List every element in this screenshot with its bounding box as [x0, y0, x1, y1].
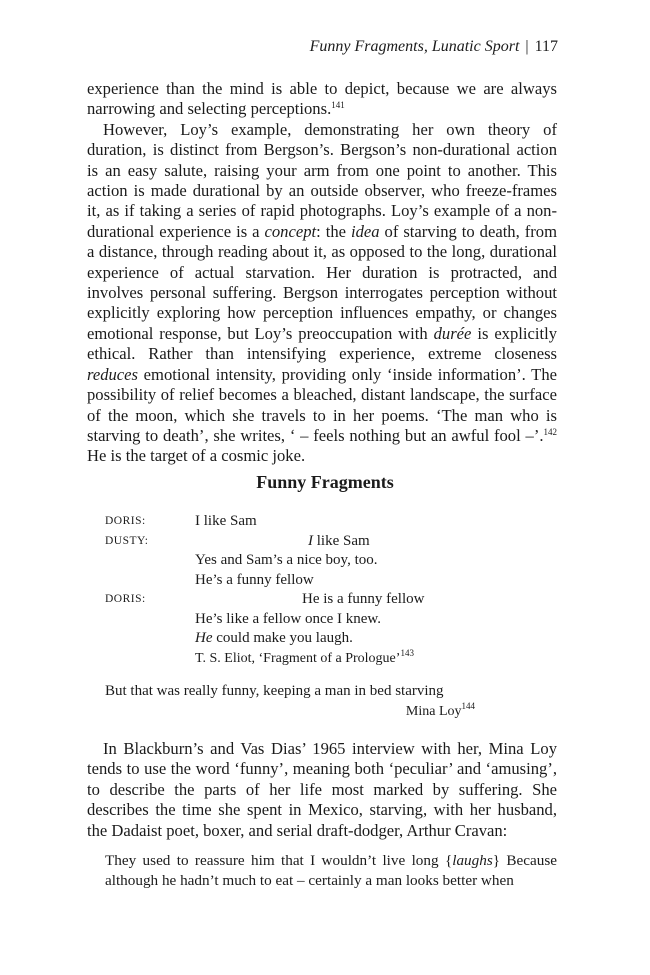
- interview-paragraph: [87, 739, 557, 841]
- opening-paragraphs: [87, 79, 557, 467]
- paragraph-bergson: [87, 120, 557, 467]
- dialogue-text: He is a funny fellow: [302, 591, 425, 607]
- dialogue-text-rest: like Sam: [313, 532, 370, 549]
- epigraph-line: [105, 610, 465, 630]
- speaker-label: [105, 571, 195, 591]
- paragraph-text: of starving to death, from a distance, through reading about it, as opposed to the long, durational experience of actual starvation. Her duration is protracted, and involves personal suffering. Bergson interrogates perception without explicitly exploring how perception influences empathy, or changes emotional response, but Loy’s preoccupation with: [87, 221, 557, 343]
- speaker-label: DORIS:: [105, 515, 146, 527]
- speaker-label: [105, 629, 195, 649]
- paragraph-interview: In Blackburn’s and Vas Dias’ 1965 interview with her, Mina Loy tends to use the word ‘funny’, meaning both ‘peculiar’ and ‘amusing’, to describe the parts of her life most marked by suffering. She describes the time she spent in Mexico, starving, with her husband, the Dadaist poet, boxer, and serial draft-dodger, Arthur Cravan:: [87, 739, 557, 840]
- paragraph-continued: [87, 79, 557, 120]
- footnote-ref-143: 143: [400, 647, 414, 658]
- epigraph-eliot: [105, 512, 465, 668]
- emphasis-i: I: [308, 532, 313, 549]
- running-head-separator: |: [525, 38, 529, 55]
- paragraph-text: is explicitly ethical. Rather than intensifying experience, extreme closeness: [87, 323, 557, 364]
- speaker-label: [105, 610, 195, 630]
- emphasis-concept: concept: [264, 221, 317, 241]
- paragraph-text: experience than the mind is able to depict, because we are always narrowing and selecting perceptions.: [87, 79, 557, 119]
- emphasis-reduces: reduces: [87, 364, 138, 384]
- speaker-label: [105, 551, 195, 571]
- dialogue-text: [195, 629, 465, 649]
- epigraph-line: [105, 551, 465, 571]
- quotation-part: They used to reassure him that I wouldn’t live long {: [105, 852, 453, 869]
- running-head-title: Funny Fragments, Lunatic Sport: [309, 38, 520, 55]
- dialogue-text: He’s like a fellow once I knew.: [195, 610, 382, 627]
- page-number: 117: [534, 38, 558, 55]
- dialogue-text: [195, 532, 465, 552]
- quotation-text: [105, 851, 557, 891]
- paragraph-text: He is the target of a cosmic joke.: [87, 446, 306, 466]
- dialogue-text: I like Sam: [195, 513, 257, 529]
- dialogue-text-rest: could make you laugh.: [212, 630, 353, 646]
- emphasis-laughs: laughs: [452, 852, 493, 869]
- emphasis-he: He: [195, 630, 213, 646]
- section-heading: Funny Fragments: [256, 472, 394, 492]
- epigraph-line: [105, 629, 465, 649]
- footnote-ref-144: 144: [461, 700, 475, 711]
- running-head: [310, 38, 558, 56]
- epigraph-line: [105, 532, 465, 552]
- epigraph-line: [105, 571, 465, 591]
- emphasis-duree: durée: [433, 323, 472, 343]
- epigraph-line: [105, 512, 465, 532]
- epigraph-line: But that was really funny, keeping a man in bed starving: [105, 683, 444, 699]
- epigraph-line: [105, 590, 465, 610]
- footnote-ref-141: 141: [331, 100, 345, 111]
- speaker-label: DUSTY:: [105, 534, 149, 547]
- paragraph-text: emotional intensity, providing only ‘inside information’. The possibility of relief becomes a bleached, distant landscape, the surface of the moon, which she travels to in her poems. ‘The man who is starving to death’, she writes, ‘ – feels nothing but an awful fool –’.: [87, 364, 557, 445]
- paragraph-text: : the: [316, 221, 351, 241]
- quotation-part: } Because although he hadn’t much to eat – certainly a man looks better when: [105, 852, 557, 889]
- epigraph-attribution: [105, 649, 465, 669]
- paragraph-text: However, Loy’s example, demonstrating her own theory of duration, is distinct from Bergson’s. Bergson’s non-durational action is an easy salute, raising your arm from one point to another. This action is made durational by an outside observer, who freeze-frames it, as if taking a series of rapid photographs. Loy’s example of a non-durational experience is a: [87, 119, 557, 241]
- speaker-label: DORIS:: [105, 593, 146, 605]
- dialogue-text: Yes and Sam’s a nice boy, too.: [195, 552, 378, 568]
- dialogue-text: He’s a funny fellow: [195, 571, 314, 588]
- emphasis-idea: idea: [350, 221, 380, 241]
- attribution-text: [195, 649, 465, 669]
- block-quotation: [105, 851, 557, 891]
- attribution-source: T. S. Eliot, ‘Fragment of a Prologue’: [195, 650, 401, 666]
- footnote-ref-142: 142: [543, 426, 557, 437]
- epigraph-attribution: [105, 702, 475, 722]
- epigraph-loy: [105, 682, 475, 721]
- attribution-source: Mina Loy: [405, 703, 462, 719]
